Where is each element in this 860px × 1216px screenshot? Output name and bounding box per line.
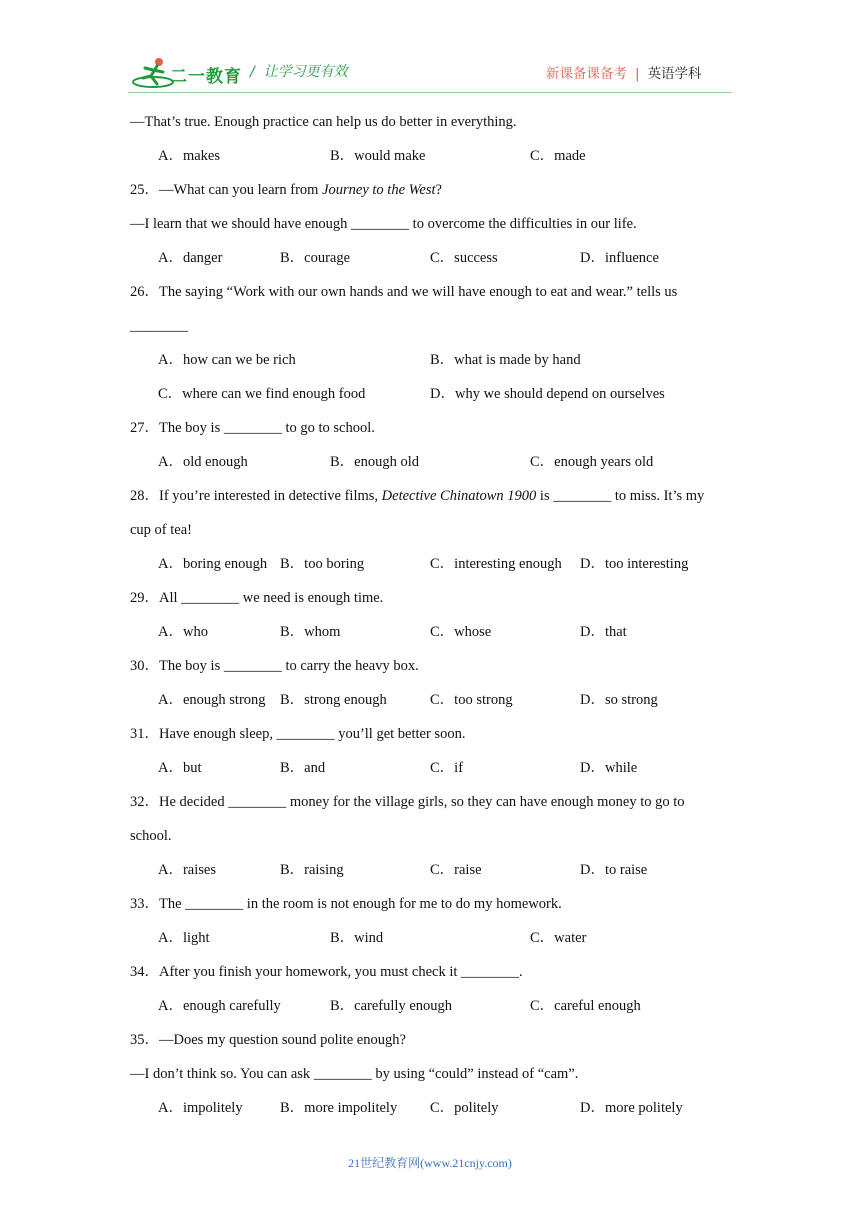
- header-subject: [546, 62, 702, 82]
- question-33-options: [130, 927, 735, 961]
- option-c: C．careful enough: [530, 998, 641, 1014]
- option-a: A．danger: [158, 250, 223, 266]
- question-26-options-row1: [130, 349, 735, 383]
- header-slogan: / 让学习更有效: [250, 64, 348, 80]
- option-d: D．so strong: [580, 692, 658, 708]
- option-a: A．raises: [158, 862, 216, 878]
- question-26-stem: 26．The saying “Work with our own hands and we will have enough to eat and wear.” tells us: [130, 284, 678, 300]
- header-separator: |: [635, 66, 640, 82]
- question-25-stem: [130, 179, 735, 213]
- book-title: Journey to the West: [322, 182, 436, 198]
- option-c: C．success: [430, 250, 498, 266]
- question-26-options-row2: [130, 383, 735, 417]
- option-a: A．enough strong: [158, 692, 266, 708]
- question-list: [130, 111, 735, 1131]
- question-28-stem-tail: cup of tea!: [130, 522, 192, 538]
- option-c: C．interesting enough: [430, 556, 562, 572]
- option-b: B．strong enough: [280, 692, 387, 708]
- page-header: [0, 0, 860, 100]
- stem-text: 28．If you’re interested in detective films,: [130, 488, 382, 504]
- question-35-answer: —I don’t think so. You can ask ________ by using “could” instead of “cam”.: [130, 1066, 579, 1082]
- option-b: B．enough old: [330, 454, 420, 470]
- option-d: D．more politely: [580, 1100, 683, 1116]
- option-b: B．would make: [330, 148, 426, 164]
- stem-text: ?: [435, 182, 442, 198]
- header-tagline: 新课备课备考: [546, 66, 627, 82]
- option-b: B．whom: [280, 624, 341, 640]
- question-35-stem: 35．—Does my question sound polite enough?: [130, 1032, 406, 1048]
- question-34-stem: 34．After you finish your homework, you must check it ________.: [130, 964, 523, 980]
- option-d: D．that: [580, 624, 627, 640]
- option-b: B．too boring: [280, 556, 365, 572]
- slogan-text: 让学习更有效: [263, 64, 348, 80]
- question-28-stem: [130, 485, 735, 519]
- option-a: A．but: [158, 760, 202, 776]
- option-d: D．to raise: [580, 862, 648, 878]
- option-c: C．whose: [430, 624, 492, 640]
- option-b: B．carefully enough: [330, 998, 453, 1014]
- option-b: B．raising: [280, 862, 344, 878]
- question-32-stem-tail: school.: [130, 828, 172, 844]
- logo-text: 二一教育: [170, 67, 242, 87]
- option-c: C．politely: [430, 1100, 499, 1116]
- question-31-options: [130, 757, 735, 791]
- question-24-stem-tail: —That’s true. Enough practice can help us do better in everything.: [130, 114, 517, 130]
- question-31-stem: 31．Have enough sleep, ________ you’ll get better soon.: [130, 726, 466, 742]
- option-b: B．what is made by hand: [430, 352, 581, 368]
- option-d: D．influence: [580, 250, 659, 266]
- option-a: A．impolitely: [158, 1100, 243, 1116]
- question-35-options: [130, 1097, 735, 1131]
- option-a: A．makes: [158, 148, 221, 164]
- option-c: C．if: [430, 760, 464, 776]
- option-b: B．wind: [330, 930, 384, 946]
- option-b: B．more impolitely: [280, 1100, 398, 1116]
- option-c: C．too strong: [430, 692, 513, 708]
- question-26-blank: ________: [130, 318, 188, 334]
- option-c: C．where can we find enough food: [158, 386, 366, 402]
- question-27-options: [130, 451, 735, 485]
- page-footer: 21世纪教育网(www.21cnjy.com): [348, 1156, 512, 1170]
- question-24-options: [130, 145, 735, 179]
- option-a: A．light: [158, 930, 210, 946]
- question-32-options: [130, 859, 735, 893]
- question-25-answer: —I learn that we should have enough ________ to overcome the difficulties in our life.: [130, 216, 637, 232]
- question-33-stem: 33．The ________ in the room is not enough for me to do my homework.: [130, 896, 562, 912]
- film-title: Detective Chinatown 1900: [381, 488, 537, 504]
- question-27-stem: 27．The boy is ________ to go to school.: [130, 420, 375, 436]
- option-b: B．courage: [280, 250, 351, 266]
- question-30-stem: 30．The boy is ________ to carry the heavy box.: [130, 658, 419, 674]
- option-c: C．water: [530, 930, 587, 946]
- header-divider: [128, 92, 732, 93]
- option-b: B．and: [280, 760, 326, 776]
- option-a: A．who: [158, 624, 208, 640]
- option-d: D．too interesting: [580, 556, 689, 572]
- option-a: A．boring enough: [158, 556, 268, 572]
- stem-text: 25．—What can you learn from: [130, 182, 323, 198]
- question-28-options: [130, 553, 735, 587]
- option-d: D．why we should depend on ourselves: [430, 386, 665, 402]
- question-32-stem: 32．He decided ________ money for the village girls, so they can have enough money to go to: [130, 794, 685, 810]
- question-34-options: [130, 995, 735, 1029]
- option-d: D．while: [580, 760, 638, 776]
- option-a: A．enough carefully: [158, 998, 281, 1014]
- question-25-options: [130, 247, 735, 281]
- question-29-options: [130, 621, 735, 655]
- stem-text: is ________ to miss. It’s my: [536, 488, 705, 504]
- option-a: A．old enough: [158, 454, 248, 470]
- question-29-stem: 29．All ________ we need is enough time.: [130, 590, 384, 606]
- header-subject-label: 英语学科: [647, 66, 702, 82]
- option-c: C．raise: [430, 862, 482, 878]
- option-a: A．how can we be rich: [158, 352, 296, 368]
- question-30-options: [130, 689, 735, 723]
- option-c: C．enough years old: [530, 454, 654, 470]
- option-c: C．made: [530, 148, 586, 164]
